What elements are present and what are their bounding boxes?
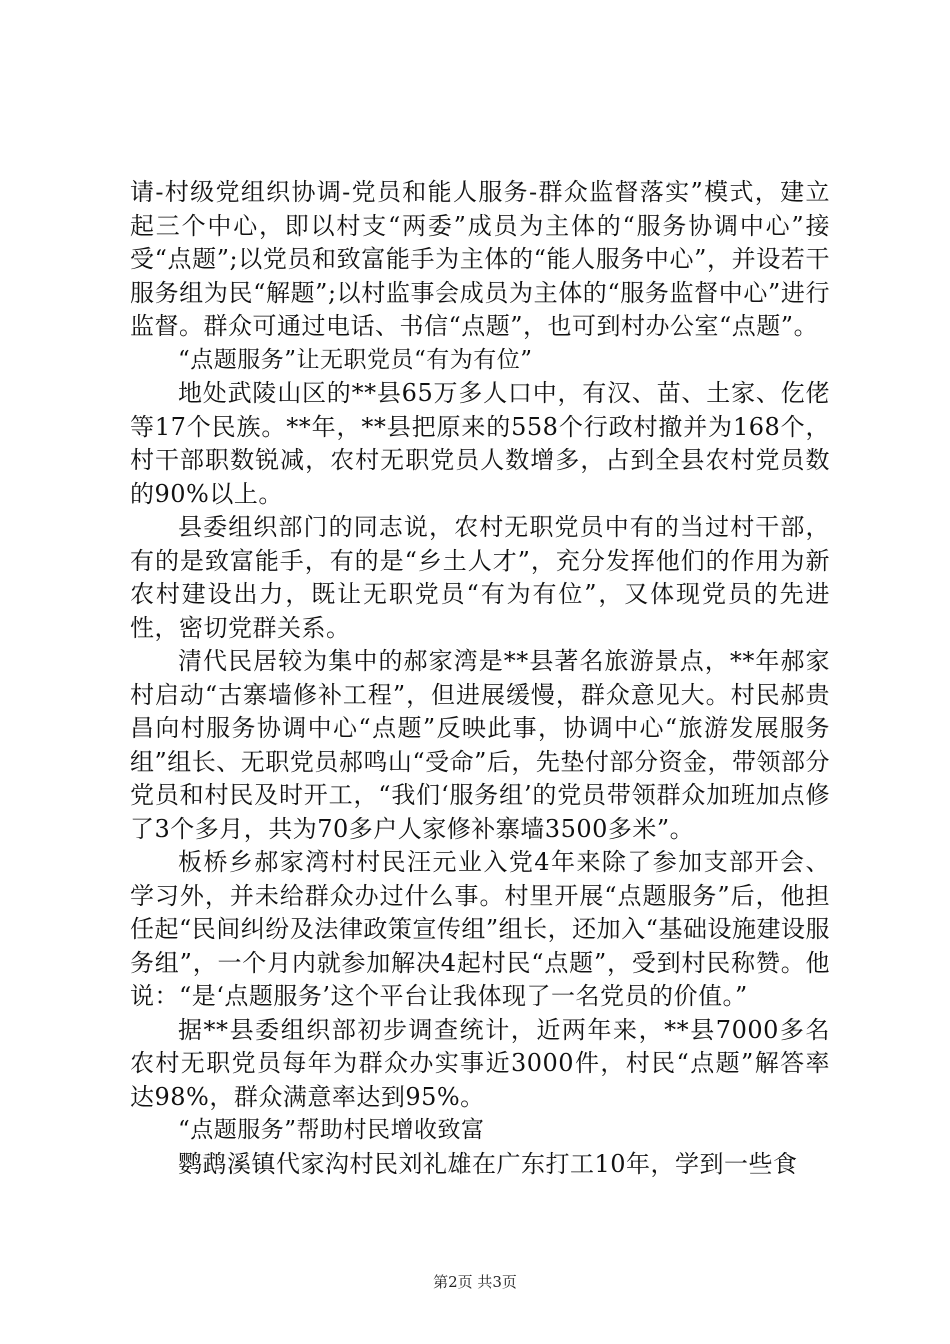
- paragraph: 地处武陵山区的**县65万多人口中，有汉、苗、土家、仡佬等17个民族。**年，**县把原来的558个行政村撤并为168个，村干部职数锐减，农村无职党员人数增多，占到全县农村党员数的90%以上。: [130, 379, 830, 508]
- section-heading: “点题服务”让无职党员“有为有位”: [178, 346, 533, 373]
- paragraph: 鹦鹉溪镇代家沟村民刘礼雄在广东打工10年，学到一些食: [178, 1149, 798, 1178]
- paragraph: 据**县委组织部初步调查统计，近两年来，**县7000多名农村无职党员每年为群众办实事近3000件，村民“点题”解答率达98%，群众满意率达到95%。: [130, 1015, 830, 1111]
- paragraph: 县委组织部门的同志说，农村无职党员中有的当过村干部，有的是致富能手，有的是“乡土人才”，充分发挥他们的作用为新农村建设出力，既让无职党员“有为有位”，又体现党员的先进性，密切党群关系。: [130, 513, 830, 642]
- document-body: [130, 176, 830, 1181]
- paragraph: 清代民居较为集中的郝家湾是**县著名旅游景点，**年郝家村启动“古寨墙修补工程”，但进展缓慢，群众意见大。村民郝贵昌向村服务协调中心“点题”反映此事，协调中心“旅游发展服务组”组长、无职党员郝鸣山“受命”后，先垫付部分资金，带领部分党员和村民及时开工，“我们‘服务组’的党员带领群众加班加点修了3个多月，共为70多户人家修补寨墙3500多米”。: [130, 647, 830, 843]
- page-footer: 第2页 共3页: [433, 1273, 517, 1291]
- paragraph-continuation: 请-村级党组织协调-党员和能人服务-群众监督落实”模式，建立起三个中心，即以村支“两委”成员为主体的“服务协调中心”接受“点题”;以党员和致富能手为主体的“能人服务中心”，并设若干服务组为民“解题”;以村监事会成员为主体的“服务监督中心”进行监督。群众可通过电话、书信“点题”，也可到村办公室“点题”。: [130, 178, 830, 340]
- paragraph: 板桥乡郝家湾村村民汪元业入党4年来除了参加支部开会、学习外，并未给群众办过什么事。村里开展“点题服务”后，他担任起“民间纠纷及法律政策宣传组”组长，还加入“基础设施建设服务组”，一个月内就参加解决4起村民“点题”，受到村民称赞。他说：“是‘点题服务’这个平台让我体现了一名党员的价值。”: [130, 848, 830, 1010]
- section-heading: “点题服务”帮助村民增收致富: [178, 1117, 485, 1143]
